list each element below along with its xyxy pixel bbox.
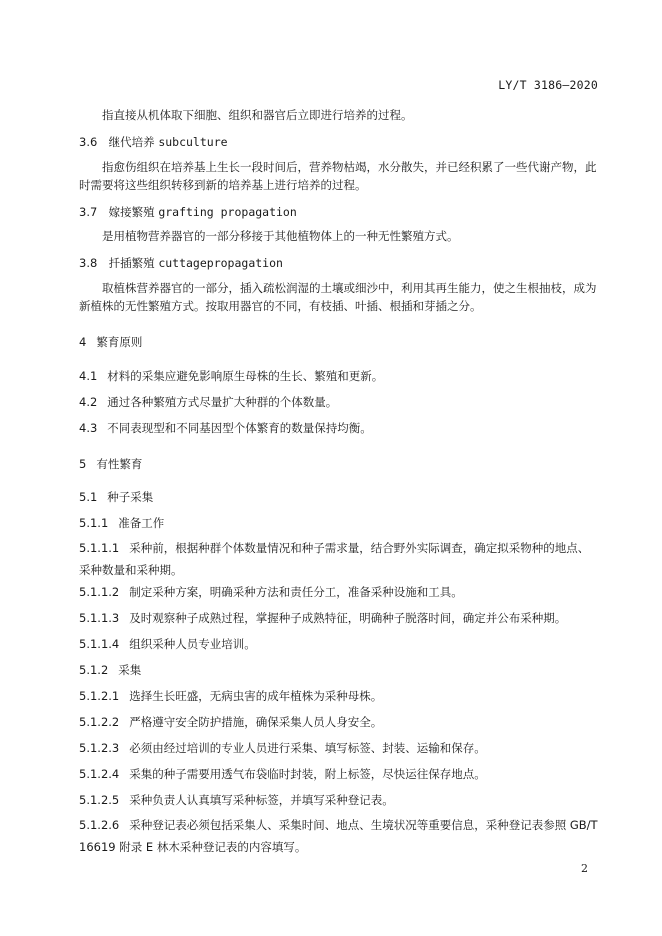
- page-number: 2: [581, 862, 588, 875]
- running-header: LY/T 3186—2020: [498, 78, 598, 92]
- term-en: grafting propagation: [158, 205, 297, 219]
- clause-5-1-2-6: 5.1.2.6 采种登记表必须包括采集人、采集时间、地点、生境状况等重要信息，采种登记表参照 GB/T 16619 附录 E 林木采种登记表的内容填写。: [79, 818, 598, 854]
- clause-5-1-2-1: 5.1.2.1 选择生长旺盛，无病虫害的成年植株为采种母株。: [79, 689, 383, 703]
- term-cn: 嫁接繁殖: [108, 205, 155, 219]
- term-number: 3.7: [79, 205, 98, 219]
- clause-5-1-2-5: 5.1.2.5 采种负责人认真填写采种标签，并填写采种登记表。: [79, 793, 394, 807]
- section-4-heading: 4 繁育原则: [79, 335, 143, 349]
- term-cn: 扦插繁殖: [108, 256, 155, 270]
- definition-3-7-line1: 是用植物营养器官的一部分移接于其他植物体上的一种无性繁殖方式。: [102, 229, 459, 243]
- term-en: subculture: [158, 135, 228, 149]
- definition-3-6-line1: 指愈伤组织在培养基上生长一段时间后，营养物枯竭，水分散失，并已经积累了一些代谢产物，此: [102, 160, 597, 174]
- term-en: cuttagepropagation: [158, 256, 283, 270]
- clause-5-1-1-2: 5.1.1.2 制定采种方案，明确采种方法和责任分工，准备采种设施和工具。: [79, 585, 463, 599]
- term-3-7-heading: [79, 204, 297, 220]
- term-3-8-heading: [79, 255, 283, 271]
- clause-4-2: 4.2 通过各种繁殖方式尽量扩大种群的个体数量。: [79, 395, 338, 409]
- clause-5-1-1-3: 5.1.1.3 及时观察种子成熟过程，掌握种子成熟特征，明确种子脱落时间，确定并公布采种期。: [79, 611, 567, 625]
- clause-5-1-1-1: 5.1.1.1 采种前，根据种群个体数量情况和种子需求量，结合野外实际调查，确定拟采物种的地点、采种数量和采种期。: [79, 541, 590, 577]
- term-cn: 继代培养: [108, 135, 155, 149]
- definition-3-8-line2: 新植株的无性繁殖方式。按取用器官的不同，有枝插、叶插、根插和芽插之分。: [79, 299, 482, 313]
- section-5-heading: 5 有性繁育: [79, 457, 143, 471]
- clause-5-1-2-4: 5.1.2.4 采集的种子需要用透气布袋临时封装，附上标签，尽快运往保存地点。: [79, 767, 486, 781]
- clause-5-1-1: 5.1.1 准备工作: [79, 516, 165, 530]
- clause-5-1: 5.1 种子采集: [79, 490, 154, 504]
- term-3-6-heading: [79, 134, 228, 150]
- definition-3-8-line1: 取植株营养器官的一部分，插入疏松润湿的土壤或细沙中，利用其再生能力，使之生根抽枝，成为: [102, 281, 597, 295]
- term-number: 3.8: [79, 256, 98, 270]
- clause-5-1-1-4: 5.1.1.4 组织采种人员专业培训。: [79, 637, 256, 651]
- clause-4-1: 4.1 材料的采集应避免影响原生母株的生长、繁殖和更新。: [79, 369, 384, 383]
- clause-5-1-2-2: 5.1.2.2 严格遵守安全防护措施，确保采集人员人身安全。: [79, 715, 383, 729]
- term-number: 3.6: [79, 135, 98, 149]
- clause-4-3: 4.3 不同表现型和不同基因型个体繁育的数量保持均衡。: [79, 421, 372, 435]
- definition-3-6-line2: 时需要将这些组织转移到新的培养基上进行培养的过程。: [79, 178, 367, 192]
- clause-5-1-2: 5.1.2 采集: [79, 663, 142, 677]
- clause-5-1-2-3: 5.1.2.3 必须由经过培训的专业人员进行采集、填写标签、封装、运输和保存。: [79, 741, 486, 755]
- definition-3-5-body: 指直接从机体取下细胞、组织和器官后立即进行培养的过程。: [102, 108, 413, 122]
